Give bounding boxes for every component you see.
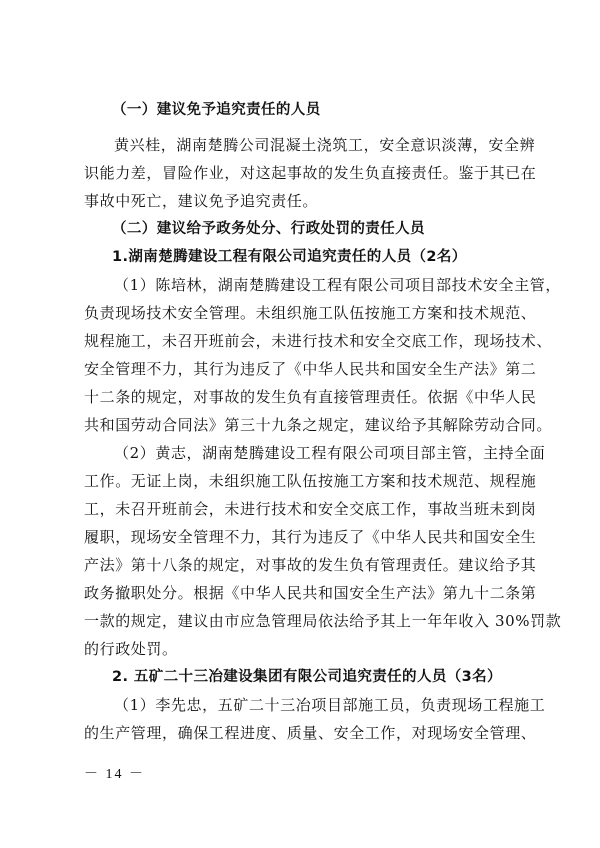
paragraph-line: 黄兴桂，湖南楚腾公司混凝土浇筑工，安全意识淡薄，安全辨	[114, 136, 536, 154]
paragraph-line: 履职，现场安全管理不力，其行为违反了《中华人民共和国安全生	[84, 528, 537, 546]
paragraph-line: 政务撤职处分。根据《中华人民共和国安全生产法》第九十二条第	[84, 584, 537, 602]
paragraph-line: 规程施工，未召开班前会，未进行技术和安全交底工作，现场技术、	[84, 332, 553, 350]
paragraph-line: （1）李先忠，五矿二十三冶项目部施工员，负责现场工程施工	[114, 696, 546, 714]
paragraph-line: 一款的规定，建议由市应急管理局依法给予其上一年年收入 30%罚款	[84, 612, 562, 630]
section-heading-penalty: （二）建议给予政务处分、行政处罚的责任人员	[112, 221, 425, 237]
page-number: － 14 －	[84, 767, 145, 782]
paragraph-line: （1）陈培林，湖南楚腾建设工程有限公司项目部技术安全主管，	[114, 276, 561, 294]
paragraph-line: 十二条的规定，对事故的发生负有直接管理责任。依据《中华人民	[84, 388, 537, 406]
paragraph-line: 工，未召开班前会，未进行技术和安全交底工作，事故当班未到岗	[84, 500, 537, 518]
paragraph-line: 工作。无证上岗，未组织施工队伍按施工方案和技术规范、规程施	[84, 472, 537, 490]
paragraph-line: 共和国劳动合同法》第三十九条之规定，建议给予其解除劳动合同。	[84, 416, 553, 434]
section-heading-exempt: （一）建议免予追究责任的人员	[112, 102, 321, 118]
subsection-heading-chuteng: 1.湖南楚腾建设工程有限公司追究责任的人员（2名）	[112, 249, 467, 265]
paragraph-line: 的生产管理，确保工程进度、质量、安全工作，对现场安全管理、	[84, 724, 537, 742]
paragraph-line: 事故中死亡，建议免予追究责任。	[84, 192, 319, 210]
paragraph-line: 负责现场技术安全管理。未组织施工队伍按施工方案和技术规范、	[84, 304, 537, 322]
subsection-heading-wukuang: 2. 五矿二十三冶建设集团有限公司追究责任的人员（3名）	[112, 669, 502, 685]
paragraph-line: （2）黄志，湖南楚腾建设工程有限公司项目部主管，主持全面	[114, 444, 546, 462]
paragraph-line: 产法》第十八条的规定，对事故的发生负有管理责任。建议给予其	[84, 556, 537, 574]
paragraph-line: 安全管理不力，其行为违反了《中华人民共和国安全生产法》第二	[84, 360, 537, 378]
paragraph-line: 识能力差，冒险作业，对这起事故的发生负直接责任。鉴于其已在	[84, 164, 537, 182]
paragraph-line: 的行政处罚。	[84, 640, 178, 658]
